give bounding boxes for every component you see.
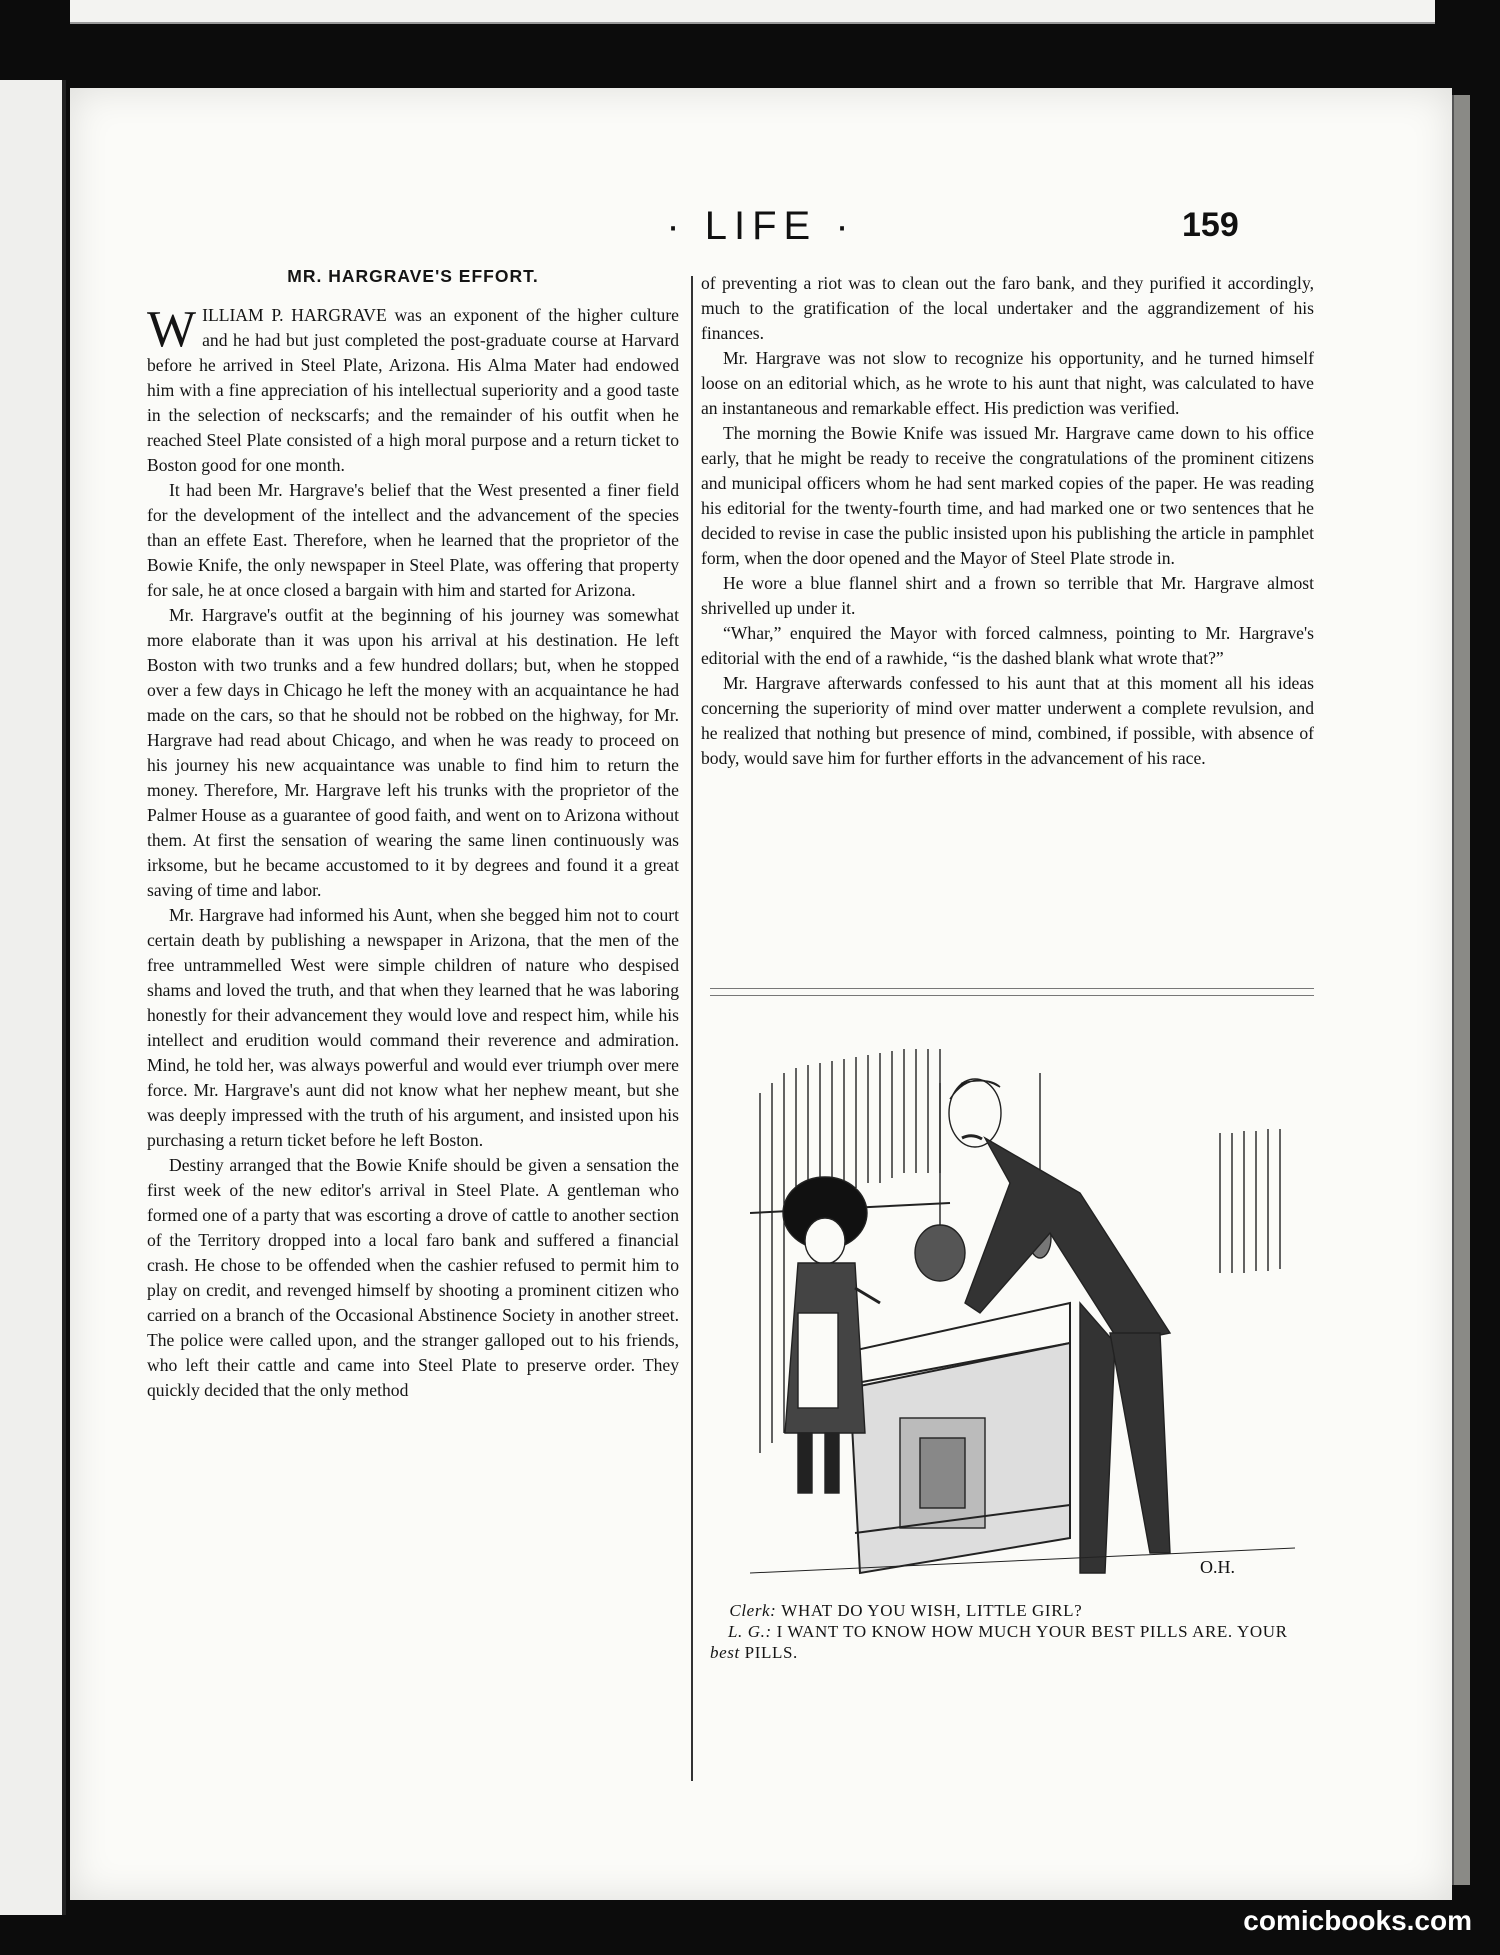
paragraph: He wore a blue flannel shirt and a frown so terrible that Mr. Hargrave almost shrivelled up under it. <box>701 573 1314 618</box>
cartoon-caption <box>710 1600 1320 1663</box>
section-divider <box>710 988 1314 996</box>
adjacent-page-strip <box>70 0 1435 24</box>
paragraph: WILLIAM P. HARGRAVE was an exponent of the higher culture and he had but just completed the post-graduate course at Harvard before he arrived in Steel Plate, Arizona. His Alma Mater had endowed him with a fine appreciation of his intellectual superiority and a good taste in the selection of neckscarfs; and the remainder of his outfit when he reached Steel Plate consisted of a high moral purpose and a return ticket to Boston good for one month. <box>147 301 679 475</box>
page-stack-edge <box>1452 95 1470 1885</box>
drop-cap: W <box>147 301 197 358</box>
magazine-page <box>70 88 1452 1900</box>
masthead: · LIFE · <box>666 204 856 248</box>
paragraph: The morning the Bowie Knife was issued Mr. Hargrave came down to his office early, that he might be ready to receive the congratulations of the prominent citizens and municipal officers whom he had sent marked copies of the paper. He was reading his editorial for the twenty-fourth time, and had marked one or two sentences that he decided to revise in case the public insisted upon his publishing the article in pamphlet form, when the door opened and the Mayor of Steel Plate strode in. <box>701 423 1314 568</box>
paragraph: Mr. Hargrave had informed his Aunt, when she begged him not to court certain death by publishing a newspaper in Arizona, that the men of the free untrammelled West were simple children of nature who despised shams and loved the truth, and that when they learned that he was laboring honestly for their advancement they would love and respect him, while his intellect and erudition would command their reverence and admiration. Mind, he told her, was always powerful and would ever triumph over mere force. Mr. Hargrave's aunt did not know what her nephew meant, but she was deeply impressed with the truth of his argument, and insisted upon his purchasing a return ticket before he left Boston. <box>147 905 679 1150</box>
paragraph: of preventing a riot was to clean out the faro bank, and they purified it accordingly, much to the gratification of the local undertaker and the aggrandizement of his finances. <box>701 273 1314 343</box>
left-page-edge <box>0 80 66 1915</box>
right-column <box>701 271 1314 771</box>
caption-line-clerk: Clerk: WHAT DO YOU WISH, LITTLE GIRL? <box>729 1601 1083 1620</box>
caption-line-girl: L. G.: I WANT TO KNOW HOW MUCH YOUR BEST PILLS ARE. YOUR best PILLS. <box>710 1622 1288 1662</box>
left-column <box>147 264 679 1403</box>
page-number: 159 <box>1182 206 1239 244</box>
paragraph: “Whar,” enquired the Mayor with forced calmness, pointing to Mr. Hargrave's editorial with the end of a rawhide, “is the dashed blank what wrote that?” <box>701 623 1314 668</box>
paragraph: It had been Mr. Hargrave's belief that the West presented a finer field for the development of the intellect and the advancement of the species than an effete East. Therefore, when he learned that the proprietor of the Bowie Knife, the only newspaper in Steel Plate, was offering that property for sale, he at once closed a bargain with him and started for Arizona. <box>147 480 679 600</box>
paragraph: Mr. Hargrave afterwards confessed to his aunt that at this moment all his ideas concerning the superiority of mind over matter underwent a complete revulsion, and he realized that nothing but presence of mind, combined, if possible, with absence of body, would save him for further efforts in the advancement of his race. <box>701 673 1314 768</box>
source-watermark: comicbooks.com <box>1243 1905 1472 1936</box>
column-divider <box>691 276 693 1781</box>
paragraph: Mr. Hargrave was not slow to recognize his opportunity, and he turned himself loose on an editorial which, as he wrote to his aunt that night, was calculated to have an instantaneous and remarkable effect. His prediction was verified. <box>701 348 1314 418</box>
cartoon-illustration <box>750 1013 1295 1593</box>
article-title: MR. HARGRAVE'S EFFORT. <box>287 266 539 286</box>
paragraph: Destiny arranged that the Bowie Knife should be given a sensation the first week of the new editor's arrival in Steel Plate. A gentleman who formed one of a party that was escorting a drove of cattle to another section of the Territory dropped into a local faro bank and suffered a financial crash. He chose to be offended when the cashier refused to permit him to play on credit, and revenged himself by shooting a prominent citizen who carried on a branch of the Occasional Abstinence Society in another street. The police were called upon, and the stranger galloped out to his friends, who left their cattle and came into Steel Plate to preserve order. They quickly decided that the only method <box>147 1155 679 1400</box>
artist-signature: O.H. <box>1200 1557 1235 1577</box>
paragraph: Mr. Hargrave's outfit at the beginning of his journey was somewhat more elaborate than it was upon his arrival at his destination. He left Boston with two trunks and a few hundred dollars; but, when he stopped over a few days in Chicago he left the money with an acquaintance he had made on the cars, so that he should not be robbed on the highway, for Mr. Hargrave had read about Chicago, and when he was ready to proceed on his journey his new acquaintance was unable to find him to return the money. Therefore, Mr. Hargrave left his trunks with the proprietor of the Palmer House as a guarantee of good faith, and went on to Arizona without them. At first the sensation of wearing the same linen continuously was irksome, but he became accustomed to it by degrees and found it a great saving of time and labor. <box>147 605 679 900</box>
